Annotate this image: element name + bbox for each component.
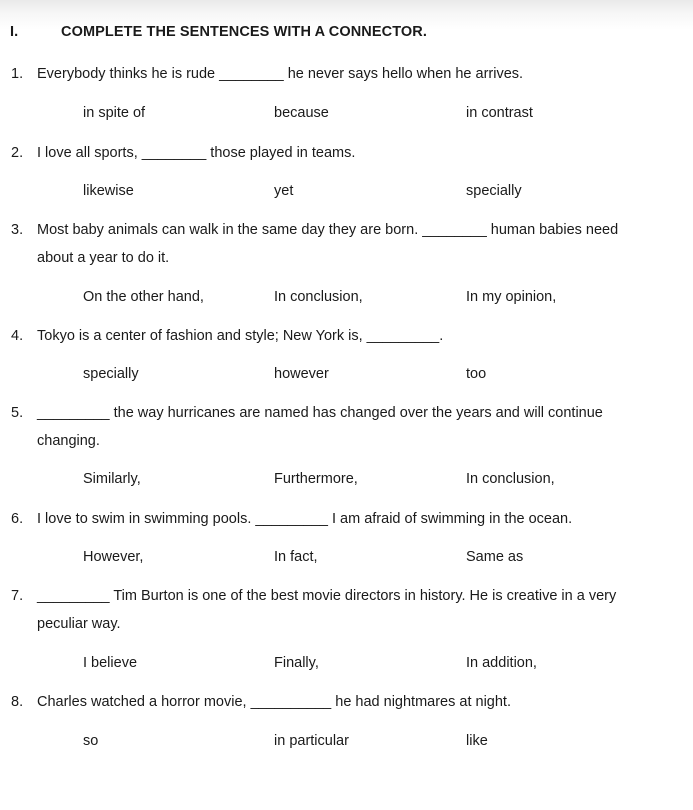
question-number: 1. (11, 66, 24, 82)
question-text: _________ Tim Burton is one of the best movie directors in history. He is creative in a very (37, 588, 617, 604)
answer-blank[interactable]: ________ (422, 222, 487, 238)
option-a: I believe (83, 655, 138, 671)
option-c: In addition, (466, 655, 537, 671)
answer-blank[interactable]: __________ (250, 694, 332, 710)
option-c: too (466, 366, 487, 382)
option-c: In conclusion, (466, 471, 555, 487)
option-a: in spite of (83, 105, 146, 121)
option-a: On the other hand, (83, 289, 204, 305)
question-number: 7. (11, 588, 24, 604)
option-a: However, (83, 549, 144, 565)
section-title: COMPLETE THE SENTENCES WITH A CONNECTOR. (61, 24, 427, 40)
question-number: 8. (11, 694, 24, 710)
question-text: I love all sports, ________ those played in teams. (37, 145, 356, 161)
option-a: Similarly, (83, 471, 141, 487)
answer-blank[interactable]: ________ (141, 145, 207, 161)
option-c: in contrast (466, 105, 533, 121)
option-a: specially (83, 366, 139, 382)
option-b: In fact, (274, 549, 318, 565)
option-a: so (83, 733, 99, 749)
question-number: 4. (11, 328, 24, 344)
question-text: I love to swim in swimming pools. _________ I am afraid of swimming in the ocean. (37, 511, 573, 527)
option-b: In conclusion, (274, 289, 363, 305)
question-text: Tokyo is a center of fashion and style; New York is, _________. (37, 328, 444, 344)
option-a: likewise (83, 183, 134, 199)
question-text: Most baby animals can walk in the same day they are born. ________ human babies need (37, 222, 619, 238)
question-text-line2: changing. (37, 433, 100, 449)
question-number: 5. (11, 405, 24, 421)
answer-blank[interactable]: _________ (366, 328, 440, 344)
question-text-line2: peculiar way. (37, 616, 121, 632)
answer-blank[interactable]: _________ (255, 511, 328, 527)
option-b: Furthermore, (274, 471, 358, 487)
question-number: 6. (11, 511, 24, 527)
answer-blank[interactable]: ________ (219, 66, 284, 82)
question-number: 2. (11, 145, 24, 161)
option-c: like (466, 733, 488, 749)
option-b: however (274, 366, 329, 382)
question-text: Everybody thinks he is rude ________ he never says hello when he arrives. (37, 66, 524, 82)
question-text-line2: about a year to do it. (37, 250, 170, 266)
option-b: Finally, (274, 655, 319, 671)
section-number: I. (10, 24, 19, 40)
question-text: Charles watched a horror movie, __________ he had nightmares at night. (37, 694, 511, 710)
option-b: yet (274, 183, 294, 199)
answer-blank[interactable]: _________ (37, 588, 110, 604)
option-b: because (274, 105, 329, 121)
option-b: in particular (274, 733, 349, 749)
option-c: Same as (466, 549, 524, 565)
answer-blank[interactable]: _________ (37, 405, 110, 421)
question-number: 3. (11, 222, 24, 238)
option-c: specially (466, 183, 522, 199)
question-text: _________ the way hurricanes are named has changed over the years and will continue (37, 405, 603, 421)
option-c: In my opinion, (466, 289, 557, 305)
